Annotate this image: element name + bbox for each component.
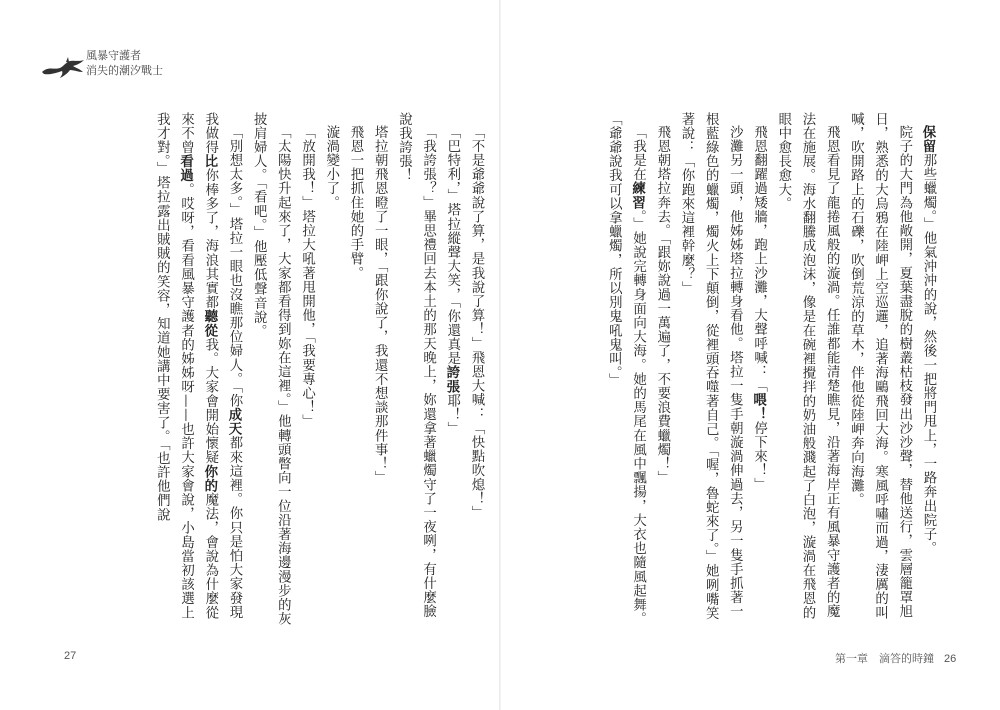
paragraph: 「不是爺爺說了算，是我說了算！」飛恩大喊：「快點吹熄！」	[469, 125, 484, 521]
emphasis: 練習	[629, 181, 646, 210]
paragraph: 「放開我！」塔拉大吼著甩開他，「我要專心！」	[299, 125, 315, 429]
right-page-body	[560, 112, 940, 632]
paragraph: 「我是在練習。」她說完轉身面向大海。她的馬尾在風中飄揚，大衣也隨風起舞。「爺爺說我可以拿蠟燭，所以別鬼吼鬼叫。」	[606, 112, 646, 627]
paragraph: 「巴特利，」塔拉縱聲大笑，「你還真是誇張耶！」	[443, 125, 460, 437]
chapter-title: 第一章 滴答的時鐘	[835, 653, 934, 665]
emphasis: 喂！	[750, 393, 767, 422]
right-page-folio	[835, 650, 956, 666]
left-page-body	[88, 112, 488, 632]
paragraph: 塔拉朝飛恩瞪了一眼，「跟你說了，我還不想談那件事！」	[372, 125, 388, 486]
paragraph: 飛恩朝塔拉奔去。「跟妳說過一萬遍了，不要浪費蠟燭！」	[654, 125, 670, 486]
left-page-number: 27	[64, 650, 77, 662]
emphasis: 看過	[177, 154, 194, 183]
emphasis: 成天	[225, 408, 242, 437]
paragraph: 保留那些蠟燭。」他氣沖沖的說，然後一把將門甩上，一路奔出院子。	[920, 125, 936, 556]
paragraph: 漩渦變小了。	[323, 125, 339, 210]
paragraph: 沙灘另一頭，他姊姊塔拉轉身看他。塔拉一隻手朝漩渦伸過去，另一隻手抓著一根藍綠色的蠟燭，燭火上下顛倒，從裡頭吞噬著自己。「喔，魯蛇來了。」她咧嘴笑著說：「你跑來這裡幹麼？」	[678, 112, 743, 621]
paragraph: 院子的大門為他敞開，夏葉盡脫的樹叢枯枝發出沙沙聲，替他送行，雲層籠罩旭日，熟悉的大烏鴉在陸岬上空巡邏，追著海鷗飛回大海。寒風呼嘯而過，淒厲的叫喊，吹開路上的石礫，吹倒荒涼的草木，伴他從陸岬奔向海灘。	[848, 112, 912, 620]
emphasis: 保留	[920, 125, 936, 154]
running-header	[40, 44, 200, 94]
book-title: 消失的潮汐戰士	[86, 64, 163, 77]
paragraph: 「太陽快升起來了，大家都看得到妳在這裡。」他轉頭瞥向一位沿著海邊漫步的灰披肩婦人。「看吧。」他壓低聲音說。	[251, 112, 291, 627]
right-page-number: 26	[944, 653, 957, 665]
paragraph: 「別想太多。」塔拉一眼也沒瞧那位婦人。「你成天都來這裡。你只是怕大家發現我做得比你棒多了，海浪其實都聽從我。大家會開始懷疑你的魔法，會說為什麼從來不曾看過。哎呀，看看風暴守護者的姊姊呀——也許大家會說，小島當初該選上我才對。」塔拉露出賊賊的笑容，知道她講中要害了。「也許他們說	[154, 112, 242, 620]
paragraph: 飛恩看見了龍捲風般的漩渦。任誰都能清楚瞧見，沿著海岸正有風暴守護者的魔法在施展。海水翻騰成泡沫，像是在碗裡攪拌的奶油般濺起了白泡，漩渦在飛恩的眼中愈長愈大。	[775, 112, 840, 620]
emphasis: 你的	[201, 464, 218, 493]
book-gutter	[499, 0, 501, 710]
paragraph: 飛恩一把抓住她的手臂。	[347, 125, 363, 281]
emphasis: 聽從	[201, 309, 218, 338]
emphasis: 誇張	[443, 365, 460, 394]
emphasis: 比	[201, 154, 218, 169]
paragraph: 「我誇張？」畢思禮回去本土的那天晚上，妳還拿著蠟燭守了一夜咧，有什麼臉說我誇張！	[396, 112, 436, 619]
paragraph: 飛恩翻躍過矮牆，跑上沙灘，大聲呼喊：「喂！停下來！」	[750, 125, 767, 492]
series-title: 風暴守護者	[86, 49, 141, 62]
flying-figure-icon	[40, 56, 86, 82]
